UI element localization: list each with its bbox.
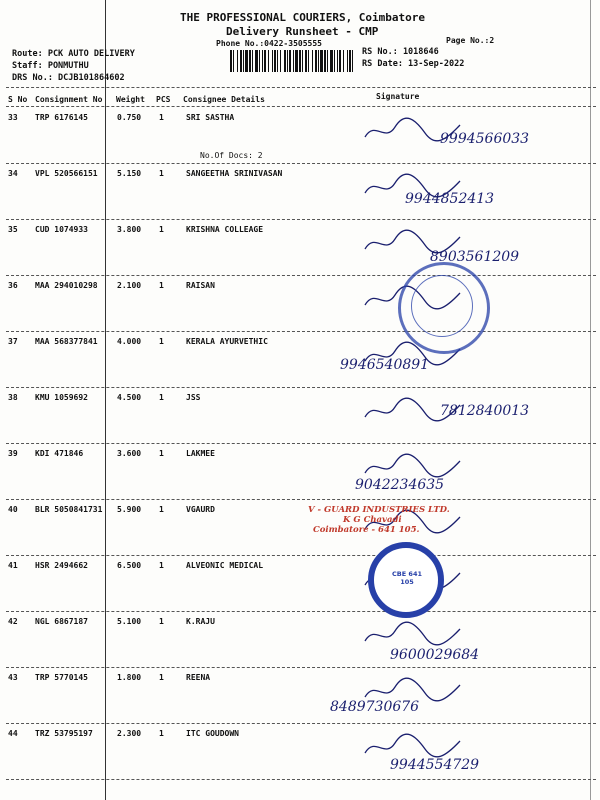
row-consignment-no: MAA 294010298 xyxy=(35,281,98,290)
row-weight: 2.100 xyxy=(117,281,142,290)
row-weight: 4.500 xyxy=(117,393,142,402)
row-sno: 39 xyxy=(8,449,18,458)
page-number: Page No.:2 xyxy=(446,36,495,45)
barcode-bar xyxy=(295,50,298,72)
row-divider xyxy=(6,331,596,332)
barcode-bar xyxy=(312,50,313,72)
row-consignment-no: TRP 5770145 xyxy=(35,673,88,682)
row-sno: 36 xyxy=(8,281,18,290)
barcode-bar xyxy=(337,50,338,72)
table-row xyxy=(0,223,600,279)
row-signature-phone: 9944852413 xyxy=(405,191,495,207)
barcode-bar xyxy=(255,50,258,72)
signature-scribble xyxy=(360,171,480,201)
row-pcs: 1 xyxy=(159,561,164,570)
row-sno: 42 xyxy=(8,617,18,626)
row-consignment-no: MAA 568377841 xyxy=(35,337,98,346)
barcode xyxy=(230,50,354,72)
row-sno: 33 xyxy=(8,113,18,122)
row-consignee: ALVEONIC MEDICAL xyxy=(186,561,264,570)
row-consignee: LAKMEE xyxy=(186,449,215,458)
row-consignment-no: KMU 1059692 xyxy=(35,393,88,402)
rs-number: RS No.: 1018646 xyxy=(362,47,439,57)
row-weight: 5.150 xyxy=(117,169,142,178)
row-consignment-no: NGL 6867187 xyxy=(35,617,88,626)
row-consignment-no: HSR 2494662 xyxy=(35,561,88,570)
row-weight: 0.750 xyxy=(117,113,142,122)
row-sno: 41 xyxy=(8,561,18,570)
row-consignee: KRISHNA COLLEAGE xyxy=(186,225,264,234)
barcode-bar xyxy=(339,50,341,72)
table-row xyxy=(0,447,600,503)
row-pcs: 1 xyxy=(159,729,164,738)
barcode-bar xyxy=(252,50,253,72)
barcode-bar xyxy=(320,50,323,72)
row-divider xyxy=(6,499,596,500)
signature-scribble xyxy=(360,395,480,425)
alveonic-medical-stamp xyxy=(368,542,444,618)
row-consignment-no: CUD 1074933 xyxy=(35,225,88,234)
barcode-bar xyxy=(272,50,273,72)
vguard-stamp-line1: V - GUARD INDUSTRIES LTD. xyxy=(308,505,450,515)
column-header-pcs: PCS xyxy=(156,95,171,104)
table-row xyxy=(0,671,600,727)
row-consignment-no: BLR 5050841731 xyxy=(35,505,103,514)
row-pcs: 1 xyxy=(159,617,164,626)
row-weight: 3.600 xyxy=(117,449,142,458)
signature-scribble xyxy=(360,227,480,257)
row-divider xyxy=(6,443,596,444)
barcode-bar xyxy=(308,50,309,72)
staff-label: Staff: PONMUTHU xyxy=(12,61,89,71)
barcode-bar xyxy=(249,50,251,72)
barcode-bar xyxy=(284,50,286,72)
barcode-bar xyxy=(324,50,326,72)
row-weight: 6.500 xyxy=(117,561,142,570)
row-signature-phone: 7812840013 xyxy=(440,403,530,419)
barcode-bar xyxy=(293,50,294,72)
row-consignee: VGAURD xyxy=(186,505,215,514)
row-pcs: 1 xyxy=(159,337,164,346)
row-consignee: SRI SASTHA xyxy=(186,113,235,122)
row-note: No.Of Docs: 2 xyxy=(200,151,263,160)
signature-scribble xyxy=(360,619,480,649)
table-row xyxy=(0,503,600,559)
barcode-bar xyxy=(274,50,276,72)
row-pcs: 1 xyxy=(159,505,164,514)
table-row xyxy=(0,727,600,783)
table-row xyxy=(0,167,600,223)
barcode-bar xyxy=(330,50,333,72)
row-pcs: 1 xyxy=(159,169,164,178)
barcode-bar xyxy=(289,50,291,72)
vguard-company-stamp xyxy=(308,505,478,545)
vguard-stamp-line3: Coimbatore - 641 105. xyxy=(313,525,420,535)
row-pcs: 1 xyxy=(159,113,164,122)
row-divider xyxy=(6,723,596,724)
row-divider xyxy=(6,667,596,668)
row-weight: 3.800 xyxy=(117,225,142,234)
barcode-bar xyxy=(347,50,348,72)
row-sno: 35 xyxy=(8,225,18,234)
barcode-bar xyxy=(318,50,319,72)
row-consignee: SANGEETHA SRINIVASAN xyxy=(186,169,283,178)
table-row xyxy=(0,279,600,335)
row-signature-phone: 9042234635 xyxy=(355,477,445,493)
row-divider xyxy=(6,275,596,276)
barcode-bar xyxy=(327,50,328,72)
row-weight: 2.300 xyxy=(117,729,142,738)
company-title: THE PROFESSIONAL COURIERS, Coimbatore xyxy=(180,11,426,24)
row-divider xyxy=(6,163,596,164)
header-divider xyxy=(6,87,596,88)
barcode-bar xyxy=(233,50,234,72)
row-consignment-no: VPL 520566151 xyxy=(35,169,98,178)
barcode-bar xyxy=(237,50,238,72)
barcode-bar xyxy=(268,50,269,72)
barcode-bar xyxy=(352,50,353,72)
table-row xyxy=(0,391,600,447)
row-signature-phone: 9946540891 xyxy=(340,357,430,373)
barcode-bar xyxy=(240,50,242,72)
barcode-bar xyxy=(287,50,288,72)
row-sno: 37 xyxy=(8,337,18,346)
row-sno: 40 xyxy=(8,505,18,514)
runsheet-subtitle: Delivery Runsheet - CMP xyxy=(226,25,379,38)
drs-number: DRS No.: DCJB101864602 xyxy=(12,73,125,83)
column-header-weight: Weight xyxy=(116,95,145,104)
column-header-sno: S No xyxy=(8,95,28,104)
barcode-bar xyxy=(315,50,317,72)
row-divider xyxy=(6,611,596,612)
row-consignee: ITC GOUDOWN xyxy=(186,729,239,738)
row-pcs: 1 xyxy=(159,225,164,234)
stamp-cbe-code: CBE 641 105 xyxy=(392,570,422,586)
table-row xyxy=(0,559,600,615)
row-consignee: REENA xyxy=(186,673,211,682)
column-header-consignment: Consignment No xyxy=(35,95,103,104)
row-weight: 4.000 xyxy=(117,337,142,346)
phone-number: Phone No.:0422-3505555 xyxy=(216,39,322,48)
row-divider xyxy=(6,219,596,220)
route-label: Route: PCK AUTO DELIVERY xyxy=(12,49,135,59)
barcode-bar xyxy=(349,50,351,72)
barcode-bar xyxy=(302,50,303,72)
table-row xyxy=(0,335,600,391)
vguard-stamp-line2: K G Chavadi xyxy=(343,515,402,525)
row-signature-phone: 9944554729 xyxy=(390,757,480,773)
row-consignee: K.RAJU xyxy=(186,617,215,626)
row-weight: 5.900 xyxy=(117,505,142,514)
automation-stamp xyxy=(398,262,490,354)
row-consignee: RAISAN xyxy=(186,281,215,290)
barcode-bar xyxy=(264,50,266,72)
barcode-bar xyxy=(245,50,248,72)
barcode-bar xyxy=(243,50,244,72)
row-signature-phone: 8903561209 xyxy=(430,249,520,265)
row-sno: 34 xyxy=(8,169,18,178)
barcode-bar xyxy=(280,50,281,72)
barcode-bar xyxy=(259,50,260,72)
column-header-details: Consignee Details xyxy=(183,95,265,104)
signature-scribble xyxy=(360,731,480,761)
signature-scribble xyxy=(360,451,480,481)
row-pcs: 1 xyxy=(159,673,164,682)
row-weight: 1.800 xyxy=(117,673,142,682)
row-signature-phone: 8489730676 xyxy=(330,699,420,715)
table-row xyxy=(0,111,600,167)
rs-date: RS Date: 13-Sep-2022 xyxy=(362,59,465,69)
barcode-bar xyxy=(277,50,278,72)
row-consignment-no: KDI 471846 xyxy=(35,449,84,458)
barcode-bar xyxy=(299,50,301,72)
row-signature-phone: 9600029684 xyxy=(390,647,480,663)
signature-scribble xyxy=(360,675,480,705)
column-header-divider xyxy=(6,106,596,107)
barcode-bar xyxy=(343,50,344,72)
row-weight: 5.100 xyxy=(117,617,142,626)
table-row xyxy=(0,615,600,671)
barcode-bar xyxy=(334,50,335,72)
row-pcs: 1 xyxy=(159,281,164,290)
row-sno: 43 xyxy=(8,673,18,682)
row-consignment-no: TRZ 53795197 xyxy=(35,729,93,738)
barcode-bar xyxy=(262,50,263,72)
row-signature-phone: 9994566033 xyxy=(440,131,530,147)
row-pcs: 1 xyxy=(159,449,164,458)
row-consignee: JSS xyxy=(186,393,201,402)
row-divider xyxy=(6,555,596,556)
barcode-bar xyxy=(305,50,307,72)
row-sno: 44 xyxy=(8,729,18,738)
signature-scribble xyxy=(360,115,480,145)
column-header-signature: Signature xyxy=(376,92,420,101)
row-divider xyxy=(6,387,596,388)
row-divider xyxy=(6,779,596,780)
row-consignment-no: TRP 6176145 xyxy=(35,113,88,122)
barcode-bar xyxy=(230,50,232,72)
row-sno: 38 xyxy=(8,393,18,402)
row-pcs: 1 xyxy=(159,393,164,402)
row-consignee: KERALA AYURVETHIC xyxy=(186,337,268,346)
